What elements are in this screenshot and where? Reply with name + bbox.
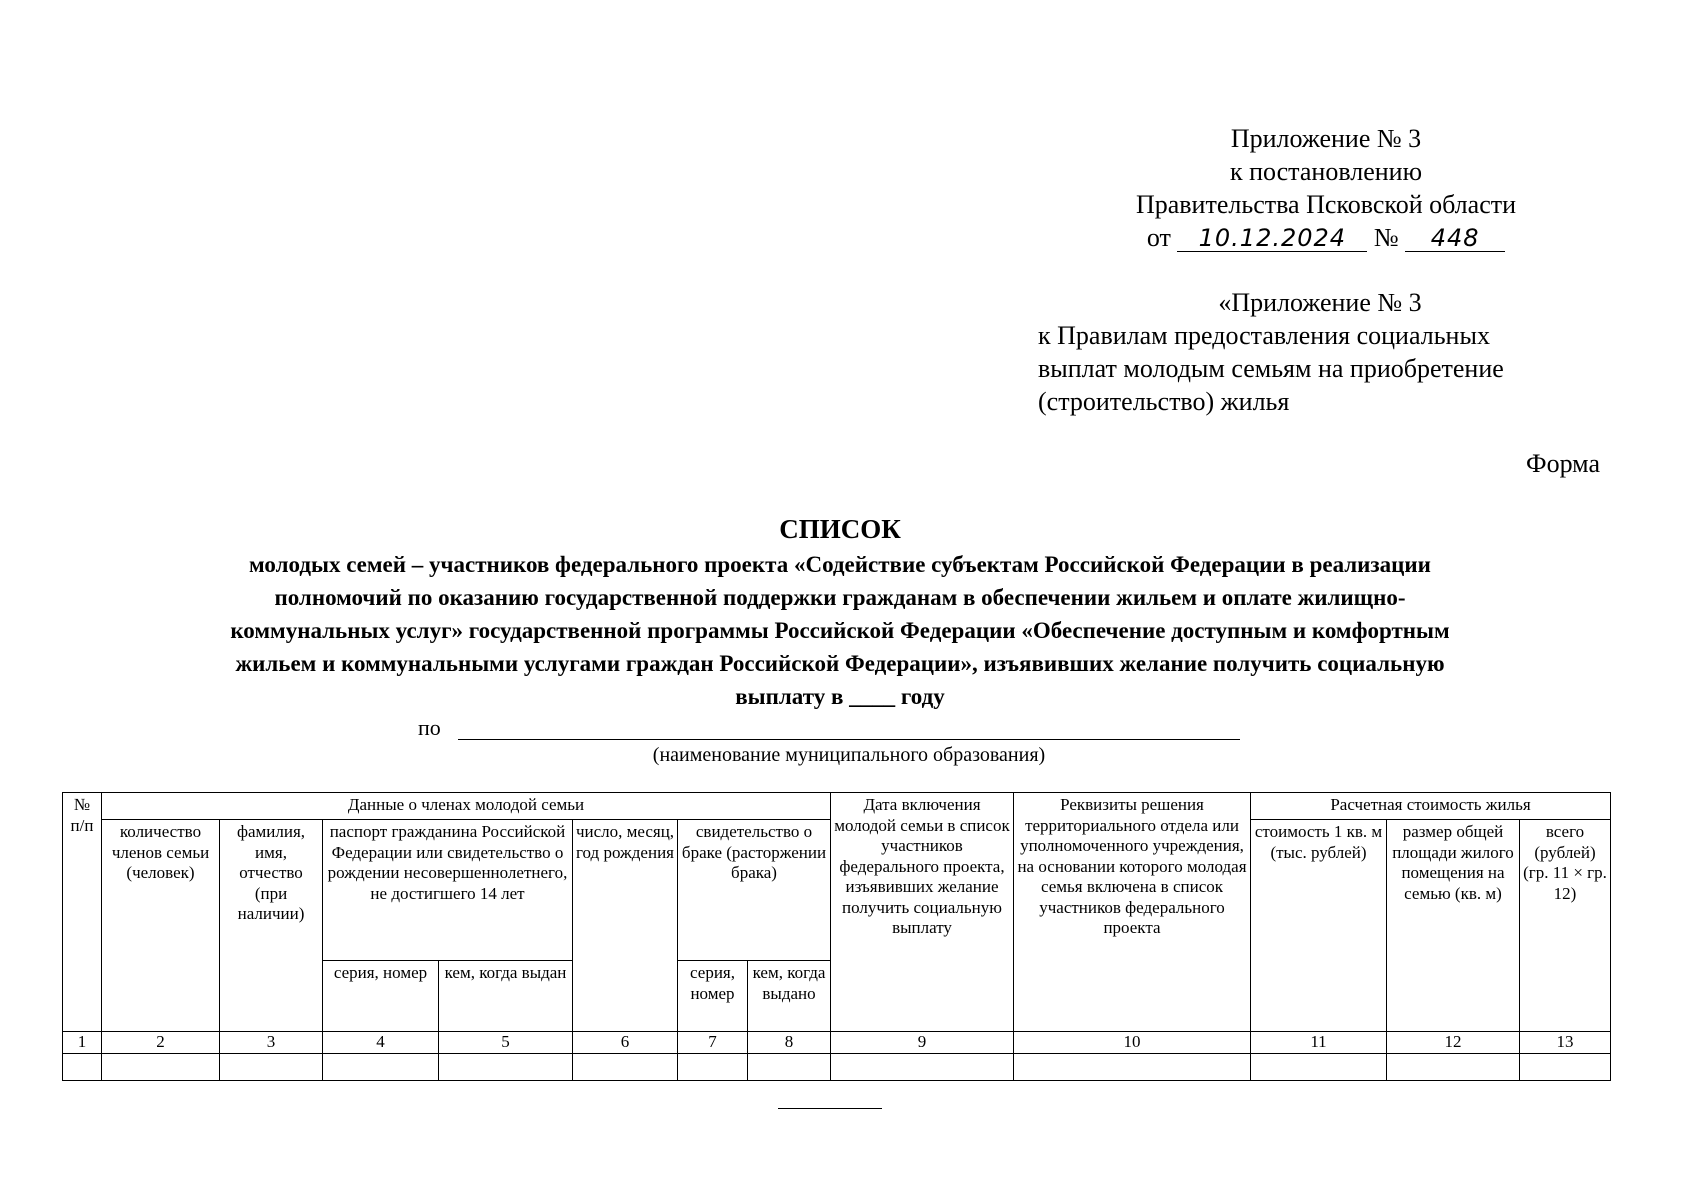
column-number: 7 bbox=[678, 1032, 748, 1054]
approval-ot-label: от bbox=[1146, 223, 1171, 252]
appendix-title: «Приложение № 3 bbox=[1218, 288, 1422, 317]
subtitle-line-1: молодых семей – участников федерального проекта «Содействие субъектам Российской Федерации в реализации bbox=[249, 552, 1431, 577]
column-number: 8 bbox=[748, 1032, 831, 1054]
column-number: 10 bbox=[1014, 1032, 1251, 1054]
column-number: 3 bbox=[220, 1032, 323, 1054]
subtitle-line-5: выплату в ____ году bbox=[735, 684, 945, 709]
table-cell bbox=[1014, 1053, 1251, 1080]
header-total-cost: всего (рублей) (гр. 11 × гр. 12) bbox=[1520, 820, 1611, 1032]
header-passport: паспорт гражданина Российской Федерации или свидетельство о рождении несовершеннолетнего, не достигшего 14 лет bbox=[323, 820, 573, 961]
header-birth-date: число, месяц, год рождения bbox=[573, 820, 678, 1032]
table-cell bbox=[102, 1053, 220, 1080]
column-number: 11 bbox=[1251, 1032, 1387, 1054]
header-marriage-issued: кем, когда выдано bbox=[748, 961, 831, 1032]
appendix-reference bbox=[1038, 286, 1602, 418]
header-passport-series: серия, номер bbox=[323, 961, 439, 1032]
header-housing-cost: Расчетная стоимость жилья bbox=[1251, 793, 1611, 820]
column-number: 4 bbox=[323, 1032, 439, 1054]
families-table bbox=[62, 792, 1611, 1081]
table-row bbox=[63, 1053, 1611, 1080]
header-marriage-certificate: свидетельство о браке (расторжении брака) bbox=[678, 820, 831, 961]
table-cell bbox=[439, 1053, 573, 1080]
column-number: 6 bbox=[573, 1032, 678, 1054]
municipality-prefix: по bbox=[418, 715, 441, 740]
table-cell bbox=[748, 1053, 831, 1080]
column-number: 5 bbox=[439, 1032, 573, 1054]
approval-date: 10.12.2024 bbox=[1177, 225, 1367, 252]
table-cell bbox=[831, 1053, 1014, 1080]
approval-line-4 bbox=[1096, 221, 1556, 254]
column-number: 1 bbox=[63, 1032, 102, 1054]
header-member-count: количество членов семьи (человек) bbox=[102, 820, 220, 1032]
table-cell bbox=[323, 1053, 439, 1080]
subtitle-line-2: полномочий по оказанию государственной поддержки гражданам в обеспечении жильем и оплате жилищно- bbox=[274, 585, 1406, 610]
header-cost-per-sqm: стоимость 1 кв. м (тыс. рублей) bbox=[1251, 820, 1387, 1032]
header-inclusion-date: Дата включения молодой семьи в список участников федерального проекта, изъявивших желание получить социальную выплату bbox=[831, 793, 1014, 1032]
appendix-text-line-3: (строительство) жилья bbox=[1038, 387, 1290, 416]
column-number: 13 bbox=[1520, 1032, 1611, 1054]
form-label: Форма bbox=[1526, 449, 1600, 478]
approval-line-2: к постановлению bbox=[1229, 157, 1423, 186]
column-numbers-row bbox=[63, 1032, 1611, 1054]
approval-number: 448 bbox=[1405, 225, 1505, 252]
table-cell bbox=[1520, 1053, 1611, 1080]
header-decision-details: Реквизиты решения территориального отдела или уполномоченного учреждения, на основании которого молодая семья включена в список участников федерального проекта bbox=[1014, 793, 1251, 1032]
column-number: 2 bbox=[102, 1032, 220, 1054]
subtitle-line-4: жильем и коммунальными услугами граждан Российской Федерации», изъявивших желание получить социальную bbox=[235, 651, 1445, 676]
end-of-document-line bbox=[778, 1108, 882, 1109]
header-family-members: Данные о членах молодой семьи bbox=[102, 793, 831, 820]
municipality-blank-line bbox=[458, 739, 1240, 740]
appendix-text-line-1: к Правилам предоставления социальных bbox=[1038, 321, 1490, 350]
table-cell bbox=[1251, 1053, 1387, 1080]
header-living-area: размер общей площади жилого помещения на семью (кв. м) bbox=[1387, 820, 1520, 1032]
table-cell bbox=[220, 1053, 323, 1080]
header-row-number: № п/п bbox=[63, 793, 102, 1032]
column-number: 9 bbox=[831, 1032, 1014, 1054]
table-cell bbox=[1387, 1053, 1520, 1080]
approval-line-1: Приложение № 3 bbox=[1230, 124, 1422, 153]
municipality-caption: (наименование муниципального образования) bbox=[652, 744, 1046, 766]
header-full-name: фамилия, имя, отчество (при наличии) bbox=[220, 820, 323, 1032]
column-number: 12 bbox=[1387, 1032, 1520, 1054]
subtitle-line-3: коммунальных услуг» государственной программы Российской Федерации «Обеспечение доступным и комфортным bbox=[230, 618, 1450, 643]
document-subtitle bbox=[60, 548, 1620, 713]
document-title: СПИСОК bbox=[779, 514, 901, 544]
header-passport-issued: кем, когда выдан bbox=[439, 961, 573, 1032]
approval-line-3: Правительства Псковской области bbox=[1135, 190, 1517, 219]
table-cell bbox=[678, 1053, 748, 1080]
table-cell bbox=[63, 1053, 102, 1080]
table-cell bbox=[573, 1053, 678, 1080]
header-marriage-series: серия, номер bbox=[678, 961, 748, 1032]
approval-number-sign: № bbox=[1373, 223, 1399, 252]
approval-block bbox=[1096, 122, 1556, 254]
appendix-text-line-2: выплат молодым семьям на приобретение bbox=[1038, 354, 1504, 383]
